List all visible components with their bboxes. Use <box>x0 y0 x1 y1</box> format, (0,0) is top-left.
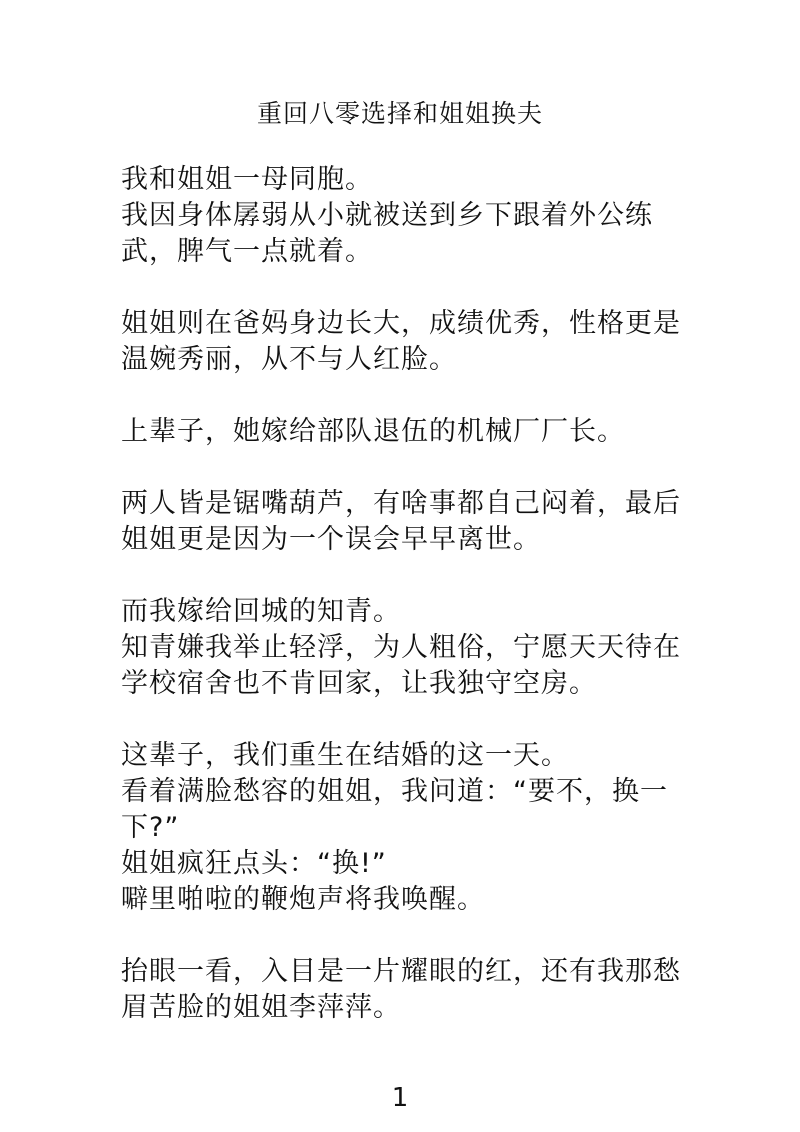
document-body <box>121 162 691 1062</box>
paragraph <box>121 738 691 918</box>
text-line: 知青嫌我举止轻浮，为人粗俗，宁愿天天待在学校宿舍也不肯回家，让我独守空房。 <box>121 632 681 699</box>
text-line: 看着满脸愁容的姐姐，我问道：“要不，换一下?” <box>121 776 668 843</box>
paragraph <box>121 306 691 378</box>
page-number: 1 <box>391 1083 409 1113</box>
text-line: 抬眼一看，入目是一片耀眼的红，还有我那愁眉苦脸的姐姐李萍萍。 <box>121 956 681 1023</box>
text-line: 两人皆是锯嘴葫芦，有啥事都自己闷着，最后姐姐更是因为一个误会早早离世。 <box>121 488 681 555</box>
paragraph <box>121 594 691 702</box>
text-line: 噼里啪啦的鞭炮声将我唤醒。 <box>121 884 485 915</box>
text-line: 姐姐疯狂点头：“换!” <box>121 848 387 879</box>
page-title: 重回八零选择和姐姐换夫 <box>256 99 543 128</box>
paragraph <box>121 486 691 558</box>
text-line: 我因身体孱弱从小就被送到乡下跟着外公练武，脾气一点就着。 <box>121 200 653 267</box>
paragraph <box>121 954 691 1026</box>
text-line: 而我嫁给回城的知青。 <box>121 596 401 627</box>
paragraph <box>121 162 691 270</box>
text-line: 姐姐则在爸妈身边长大，成绩优秀，性格更是温婉秀丽，从不与人红脸。 <box>121 308 681 375</box>
text-line: 这辈子，我们重生在结婚的这一天。 <box>121 740 569 771</box>
paragraph <box>121 414 691 450</box>
text-line: 上辈子，她嫁给部队退伍的机械厂厂长。 <box>121 416 625 447</box>
text-line: 我和姐姐一母同胞。 <box>121 164 373 195</box>
